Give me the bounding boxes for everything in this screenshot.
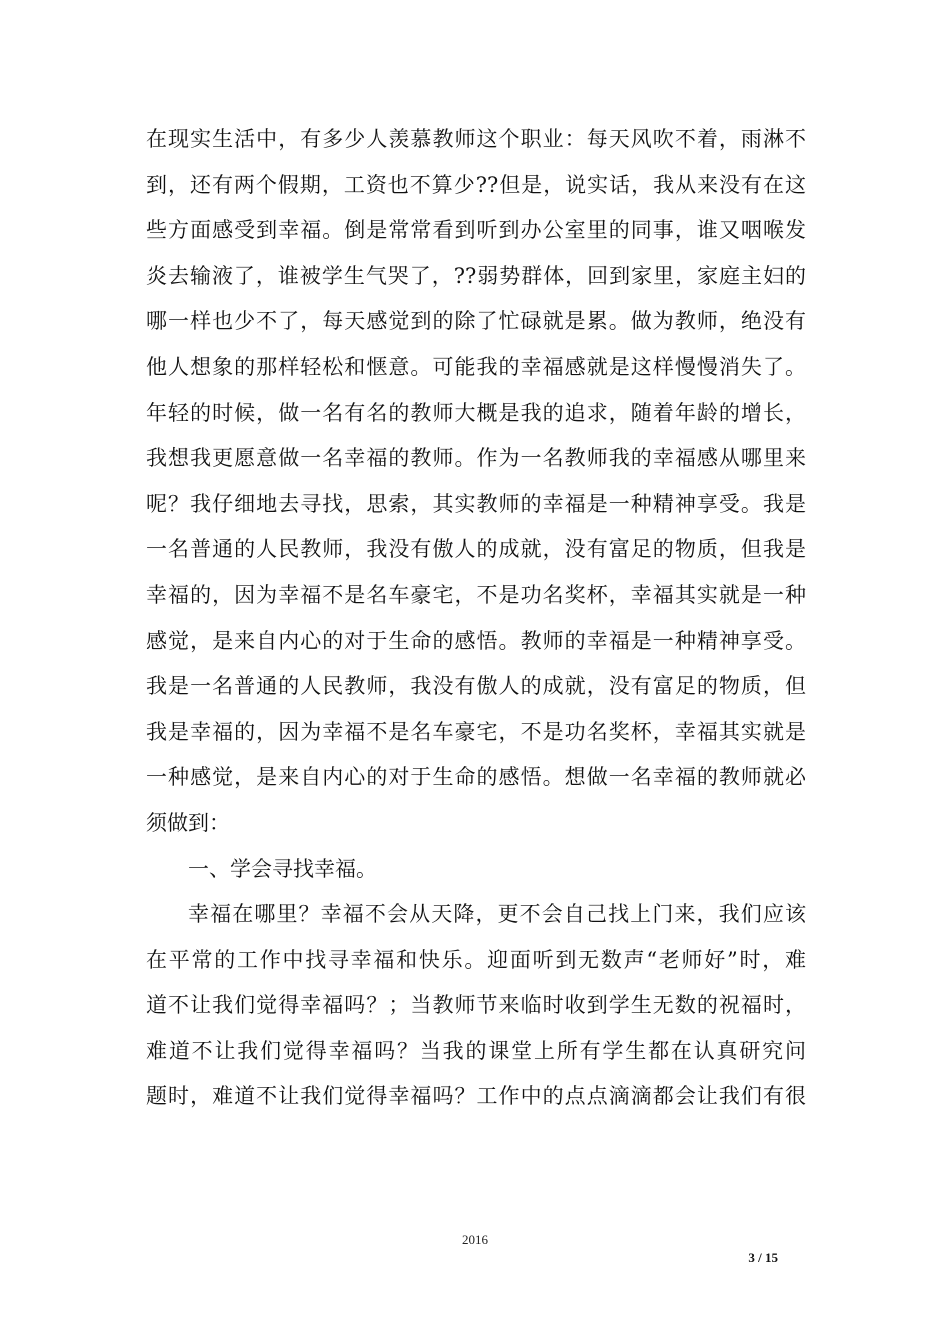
text-line: 我是幸福的，因为幸福不是名车豪宅，不是功名奖杯，幸福其实就是: [146, 719, 806, 744]
text-line: 呢？我仔细地去寻找，思索，其实教师的幸福是一种精神享受。我是: [146, 491, 806, 516]
text-line: 炎去输液了，谁被学生气哭了，??弱势群体，回到家里，家庭主妇的: [146, 263, 806, 288]
text-line: 幸福的，因为幸福不是名车豪宅，不是功名奖杯，幸福其实就是一种: [146, 582, 806, 607]
text-line: 他人想象的那样轻松和惬意。可能我的幸福感就是这样慢慢消失了。: [146, 354, 806, 379]
footer-year: 2016: [462, 1232, 488, 1247]
text-line: 在现实生活中，有多少人羡慕教师这个职业：每天风吹不着，雨淋不: [146, 127, 806, 151]
page-number: 3 / 15: [748, 1250, 778, 1265]
text-line: 年轻的时候，做一名有名的教师大概是我的追求，随着年龄的增长，: [146, 400, 806, 425]
text-line: 哪一样也少不了，每天感觉到的除了忙碌就是累。做为教师，绝没有: [146, 309, 806, 334]
text-line: 到，还有两个假期，工资也不算少??但是，说实话，我从来没有在这: [146, 172, 806, 197]
text-line: 一种感觉，是来自内心的对于生命的感悟。想做一名幸福的教师就必: [146, 765, 806, 790]
text-line: 难道不让我们觉得幸福吗？当我的课堂上所有学生都在认真研究问: [146, 1038, 806, 1063]
text-line: 一名普通的人民教师，我没有傲人的成就，没有富足的物质，但我是: [146, 537, 806, 562]
text-line: 道不让我们觉得幸福吗？；当教师节来临时收到学生无数的祝福时，: [146, 993, 806, 1018]
text-line: 些方面感受到幸福。倒是常常看到听到办公室里的同事，谁又咽喉发: [146, 218, 806, 243]
text-line: 在平常的工作中找寻幸福和快乐。迎面听到无数声“老师好”时，难: [146, 947, 806, 972]
text-line: 幸福在哪里？幸福不会从天降，更不会自己找上门来，我们应该: [188, 902, 806, 927]
text-line: 题时，难道不让我们觉得幸福吗？工作中的点点滴滴都会让我们有很: [146, 1084, 806, 1109]
text-line: 我是一名普通的人民教师，我没有傲人的成就，没有富足的物质，但: [146, 674, 806, 699]
text-line: 感觉，是来自内心的对于生命的感悟。教师的幸福是一种精神享受。: [146, 628, 806, 653]
text-line: 我想我更愿意做一名幸福的教师。作为一名教师我的幸福感从哪里来: [146, 446, 806, 471]
text-line: 须做到：: [146, 810, 230, 835]
section-heading: 一、学会寻找幸福。: [188, 856, 377, 881]
document-body: [146, 117, 806, 1120]
